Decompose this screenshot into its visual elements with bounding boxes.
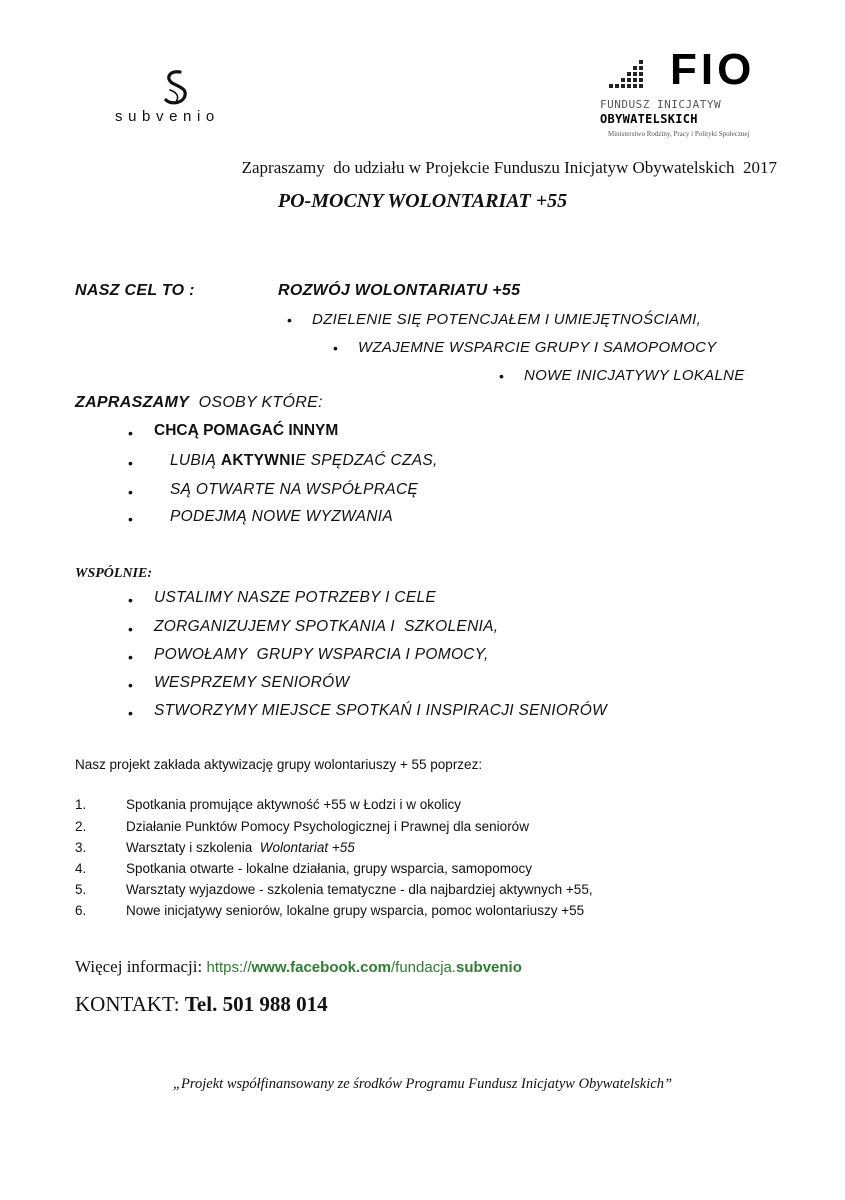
contact	[75, 992, 328, 1017]
bullet-icon: •	[128, 705, 133, 721]
bullet-icon: •	[128, 511, 133, 527]
footer-note: „Projekt współfinansowany ze środków Programu Fundusz Inicjatyw Obywatelskich”	[172, 1076, 673, 1092]
list-item: Nowe inicjatywy seniorów, lokalne grupy wsparcia, pomoc wolontariuszy +55	[126, 903, 585, 918]
more-info	[75, 957, 522, 977]
bullet-icon: •	[128, 484, 133, 500]
link-part: subvenio	[456, 959, 522, 976]
together-item: WESPRZEMY SENIORÓW	[154, 674, 350, 691]
list-number: 6.	[75, 903, 87, 918]
list-item: Warsztaty wyjazdowe - szkolenia tematyczne - dla najbardziej aktywnych +55,	[126, 882, 593, 897]
bullet-icon: •	[128, 649, 133, 665]
link-part: https://	[206, 959, 252, 976]
invite-item	[170, 452, 438, 470]
more-info-label: Więcej informacji:	[75, 957, 207, 976]
invite-item: CHCĄ POMAGAĆ INNYM	[154, 422, 339, 439]
invite-heading-rest: OSOBY KTÓRE:	[189, 394, 323, 411]
together-item: ZORGANIZUJEMY SPOTKANIA I SZKOLENIA,	[154, 618, 499, 635]
goal-item: WZAJEMNE WSPARCIE GRUPY I SAMOPOMOCY	[358, 339, 717, 356]
bullet-icon: •	[128, 677, 133, 693]
list-number: 4.	[75, 861, 87, 876]
goal-label: NASZ CEL TO :	[75, 282, 195, 299]
subvenio-logo-text: subvenio	[115, 108, 220, 125]
project-intro: Nasz projekt zakłada aktywizację grupy wolontariuszy + 55 poprzez:	[75, 757, 483, 772]
invite-item-bold: AKTYWNI	[220, 452, 296, 469]
list-item: Działanie Punktów Pomocy Psychologicznej i Prawnej dla seniorów	[126, 819, 529, 834]
invite-heading-bold: ZAPRASZAMY	[75, 394, 190, 411]
bullet-icon: •	[333, 340, 338, 356]
list-item-part: Warsztaty i szkolenia	[126, 840, 260, 855]
goal-value: ROZWÓJ WOLONTARIATU +55	[278, 282, 521, 299]
fio-logo-ministry: Ministerstwo Rodziny, Pracy i Polityki Społecznej	[608, 130, 750, 138]
list-item: Spotkania otwarte - lokalne działania, grupy wsparcia, samopomocy	[126, 861, 532, 876]
bullet-icon: •	[128, 425, 133, 441]
intro-text	[0, 158, 845, 178]
intro-line: Zapraszamy do udziału w Projekcie Funduszu Inicjatyw Obywatelskich 2017	[241, 158, 777, 177]
together-item: USTALIMY NASZE POTRZEBY I CELE	[154, 589, 437, 606]
bullet-icon: •	[128, 621, 133, 637]
invite-item-part: E SPĘDZAĆ CZAS,	[295, 452, 438, 469]
fio-logo-letters: FIO	[670, 45, 756, 94]
bullet-icon: •	[499, 368, 504, 384]
page-title: PO-MOCNY WOLONTARIAT +55	[277, 190, 568, 212]
list-number: 1.	[75, 797, 87, 812]
facebook-link[interactable]	[206, 959, 521, 976]
fio-logo-line2: OBYWATELSKICH	[600, 112, 698, 126]
invite-item: SĄ OTWARTE NA WSPÓŁPRACĘ	[170, 481, 419, 498]
list-item: Spotkania promujące aktywność +55 w Łodzi i w okolicy	[126, 797, 462, 812]
invite-item: PODEJMĄ NOWE WYZWANIA	[170, 508, 394, 525]
together-item: POWOŁAMY GRUPY WSPARCIA I POMOCY,	[154, 646, 489, 663]
list-item	[126, 840, 355, 855]
list-item-italic: Wolontariat +55	[259, 840, 355, 855]
together-heading: WSPÓLNIE:	[75, 566, 153, 581]
link-part: www.facebook.com	[251, 959, 391, 976]
together-item: STWORZYMY MIEJSCE SPOTKAŃ I INSPIRACJI SENIORÓW	[154, 702, 608, 719]
goal-item: NOWE INICJATYWY LOKALNE	[524, 367, 745, 384]
list-number: 2.	[75, 819, 87, 834]
link-part: /fundacja.	[391, 959, 457, 976]
contact-label: KONTAKT:	[75, 992, 185, 1016]
list-number: 5.	[75, 882, 87, 897]
bullet-icon: •	[128, 592, 133, 608]
bullet-icon: •	[128, 455, 133, 471]
bullet-icon: •	[287, 312, 292, 328]
fio-logo-line1: FUNDUSZ INICJATYW	[600, 98, 722, 111]
list-number: 3.	[75, 840, 87, 855]
invite-heading	[75, 394, 323, 412]
contact-phone: Tel. 501 988 014	[184, 992, 328, 1016]
invite-item-part: LUBIĄ	[170, 452, 221, 469]
goal-item: DZIELENIE SIĘ POTENCJAŁEM I UMIEJĘTNOŚCIAMI,	[312, 311, 702, 328]
